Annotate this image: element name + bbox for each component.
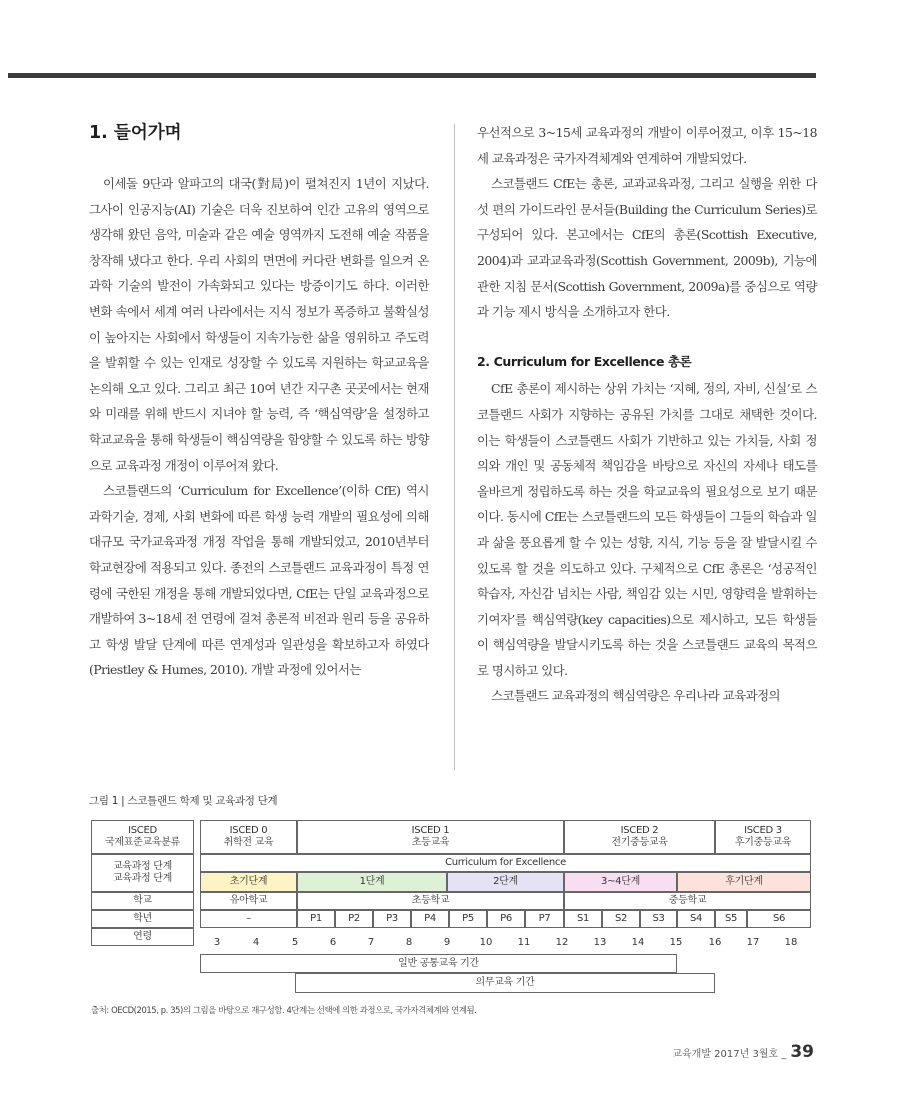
grade-cell: S5 bbox=[715, 910, 747, 928]
grade-cell: P3 bbox=[373, 910, 411, 928]
stage-early: 초기단계 bbox=[200, 872, 297, 892]
age-tick: 15 bbox=[669, 937, 683, 948]
page-number: 39 bbox=[790, 1042, 814, 1062]
body-paragraph: 스코틀랜드 CfE는 총론, 교과교육과정, 그리고 실행을 위한 다섯 편의 가이드라인 문서들(Building the Curriculum Series)로 구성되어 있다. 본고에서는 CfE의 총론(Scottish Executive, 2004)과 교과교육과정(Scottish Government, 2009b), 기능에 관한 지침 문서(Scottish Government, 2009a)를 중심으로 역량과 기능 제시 방식을 소개하고자 한다. bbox=[477, 176, 817, 320]
section-heading-cfe: 2. Curriculum for Excellence 총론 bbox=[477, 354, 692, 370]
general-education-period: 일반 공통교육 기간 bbox=[200, 954, 677, 973]
isced-3: ISCED 3 후기중등교육 bbox=[715, 820, 811, 854]
age-tick: 17 bbox=[746, 937, 760, 948]
isced-1: ISCED 1 초등교육 bbox=[297, 820, 564, 854]
stage-2: 2단계 bbox=[447, 872, 564, 892]
top-rule bbox=[8, 73, 816, 78]
grade-cell: P6 bbox=[487, 910, 525, 928]
section-heading-intro: 1. 들어가며 bbox=[89, 123, 182, 143]
isced-0: ISCED 0 취학전 교육 bbox=[200, 820, 297, 854]
age-tick: 14 bbox=[631, 937, 645, 948]
body-paragraph: 우선적으로 3~15세 교육과정의 개발이 이루어졌고, 이후 15~18세 교육과정은 국가자격체계와 연계하여 개발되었다. bbox=[477, 125, 817, 166]
row-label-curriculum: 교육과정 단계 교육과정 단계 bbox=[91, 854, 194, 892]
age-tick: 13 bbox=[593, 937, 607, 948]
age-tick: 11 bbox=[517, 937, 531, 948]
age-tick: 18 bbox=[784, 937, 798, 948]
age-tick: 9 bbox=[443, 937, 451, 948]
age-tick: 10 bbox=[479, 937, 493, 948]
age-tick: 7 bbox=[367, 937, 375, 948]
journal-name: 교육개발 2017년 3월호 _ bbox=[672, 1049, 787, 1060]
body-paragraph: 스코틀랜드 교육과정의 핵심역량은 우리나라 교육과정의 bbox=[491, 688, 781, 704]
school-primary: 초등학교 bbox=[297, 892, 564, 910]
page-footer bbox=[672, 1042, 814, 1062]
age-tick: 8 bbox=[405, 937, 413, 948]
stage-3-4: 3~4단계 bbox=[564, 872, 677, 892]
stage-1: 1단계 bbox=[297, 872, 447, 892]
grade-cell: S4 bbox=[677, 910, 715, 928]
school-secondary: 중등학교 bbox=[564, 892, 811, 910]
body-paragraph: 이세돌 9단과 알파고의 대국(對局)이 펼쳐진지 1년이 지났다. 그사이 인공지능(AI) 기술은 더욱 진보하여 인간 고유의 영역으로 생각해 왔던 음악, 미술과 같은 예술 영역까지 도전해 예술 작품을 창작해 냈다고 한다. 우리 사회의 면면에 커다란 변화를 일으켜 온 과학 기술의 발전이 가속화되고 있다는 방증이기도 하다. 이러한 변화 속에서 세계 여러 나라에서는 지식 정보가 폭증하고 불확실성이 높아지는 사회에서 학생들이 지속가능한 삶을 영위하고 주도력을 발휘할 수 있는 인재로 성장할 수 있도록 지원하는 학교교육을 논의해 오고 있다. 그리고 최근 10여 년간 지구촌 곳곳에서는 현재와 미래를 위해 반드시 지녀야 할 능력, 즉 ‘핵심역량’을 설정하고 학교교육을 통해 학생들이 핵심역량을 함양할 수 있도록 하는 방향으로 교육과정 개정이 이루어져 왔다. bbox=[89, 176, 429, 473]
age-tick: 3 bbox=[213, 937, 221, 948]
age-tick: 4 bbox=[252, 937, 260, 948]
cfe-label: Curriculum for Excellence bbox=[200, 854, 811, 872]
age-tick: 5 bbox=[291, 937, 299, 948]
figure-source: 출처: OECD(2015, p. 35)의 그림을 바탕으로 재구성함. 4단계는 선택에 의한 과정으로, 국가자격체계와 연계됨. bbox=[91, 1005, 477, 1015]
right-column bbox=[477, 120, 817, 709]
compulsory-education-period: 의무교육 기간 bbox=[295, 973, 715, 993]
row-label-school: 학교 bbox=[91, 892, 194, 910]
body-paragraph: 스코틀랜드의 ‘Curriculum for Excellence’(이하 CfE) 역시 과학기술, 경제, 사회 변화에 따른 학생 능력 개발의 필요성에 의해 대규모 국가교육과정 개정 작업을 통해 개발되었고, 2010년부터 학교현장에 적용되고 있다. 종전의 스코틀랜드 교육과정이 특정 연령에 국한된 개정을 통해 개발되었다면, CfE는 단일 교육과정으로 개발하여 3~18세 전 연령에 걸쳐 총론적 비전과 원리 등을 공유하고 학생 발달 단계에 따른 연계성과 일관성을 확보하고자 하였다(Priestley & Humes, 2010). 개발 과정에 있어서는 bbox=[89, 483, 429, 678]
row-label-age: 연령 bbox=[91, 928, 194, 946]
stage-senior: 후기단계 bbox=[677, 872, 811, 892]
grade-cell: S3 bbox=[640, 910, 677, 928]
grade-cell: P1 bbox=[297, 910, 335, 928]
grade-cell: P5 bbox=[449, 910, 487, 928]
school-nursery: 유아학교 bbox=[200, 892, 297, 910]
grade-cell: S2 bbox=[602, 910, 640, 928]
left-column bbox=[89, 122, 429, 683]
grade-cell: P7 bbox=[525, 910, 564, 928]
grade-cell: P4 bbox=[411, 910, 449, 928]
age-tick: 6 bbox=[329, 937, 337, 948]
column-divider bbox=[454, 124, 455, 770]
age-tick: 16 bbox=[708, 937, 722, 948]
education-system-figure bbox=[91, 820, 813, 1000]
age-tick: 12 bbox=[555, 937, 569, 948]
body-paragraph: CfE 총론이 제시하는 상위 가치는 ‘지혜, 정의, 자비, 신실’로 스코틀랜드 사회가 지향하는 공유된 가치를 그대로 채택한 것이다. 이는 학생들이 스코틀랜드 사회가 기반하고 있는 가치들, 사회 정의와 개인 및 공동체적 책임감을 바탕으로 자신의 자세나 태도를 올바르게 정립하도록 하는 것을 학교교육의 필요성으로 보기 때문이다. 동시에 CfE는 스코틀랜드의 모든 학생들이 그들의 학습과 일과 삶을 풍요롭게 할 수 있는 성향, 지식, 기능 등을 잘 발달시킬 수 있도록 할 것을 의도하고 있다. 구체적으로 CfE 총론은 ‘성공적인 학습자, 자신감 넘치는 사람, 책임감 있는 시민, 영향력을 발휘하는 기여자’를 핵심역량(key capacities)으로 제시하고, 모든 학생들이 핵심역량을 발달시키도록 하는 것을 스코틀랜드 교육의 목적으로 명시하고 있다. bbox=[477, 381, 817, 678]
figure-title: 그림 1 | 스코틀랜드 학제 및 교육과정 단계 bbox=[89, 795, 278, 807]
grade-cell: S6 bbox=[747, 910, 811, 928]
grade-cell: – bbox=[200, 910, 297, 928]
grade-cell: S1 bbox=[564, 910, 602, 928]
isced-2: ISCED 2 전기중등교육 bbox=[564, 820, 715, 854]
grade-cell: P2 bbox=[335, 910, 373, 928]
row-label-isced: ISCED 국제표준교육분류 bbox=[91, 820, 194, 854]
row-label-grade: 학년 bbox=[91, 910, 194, 928]
